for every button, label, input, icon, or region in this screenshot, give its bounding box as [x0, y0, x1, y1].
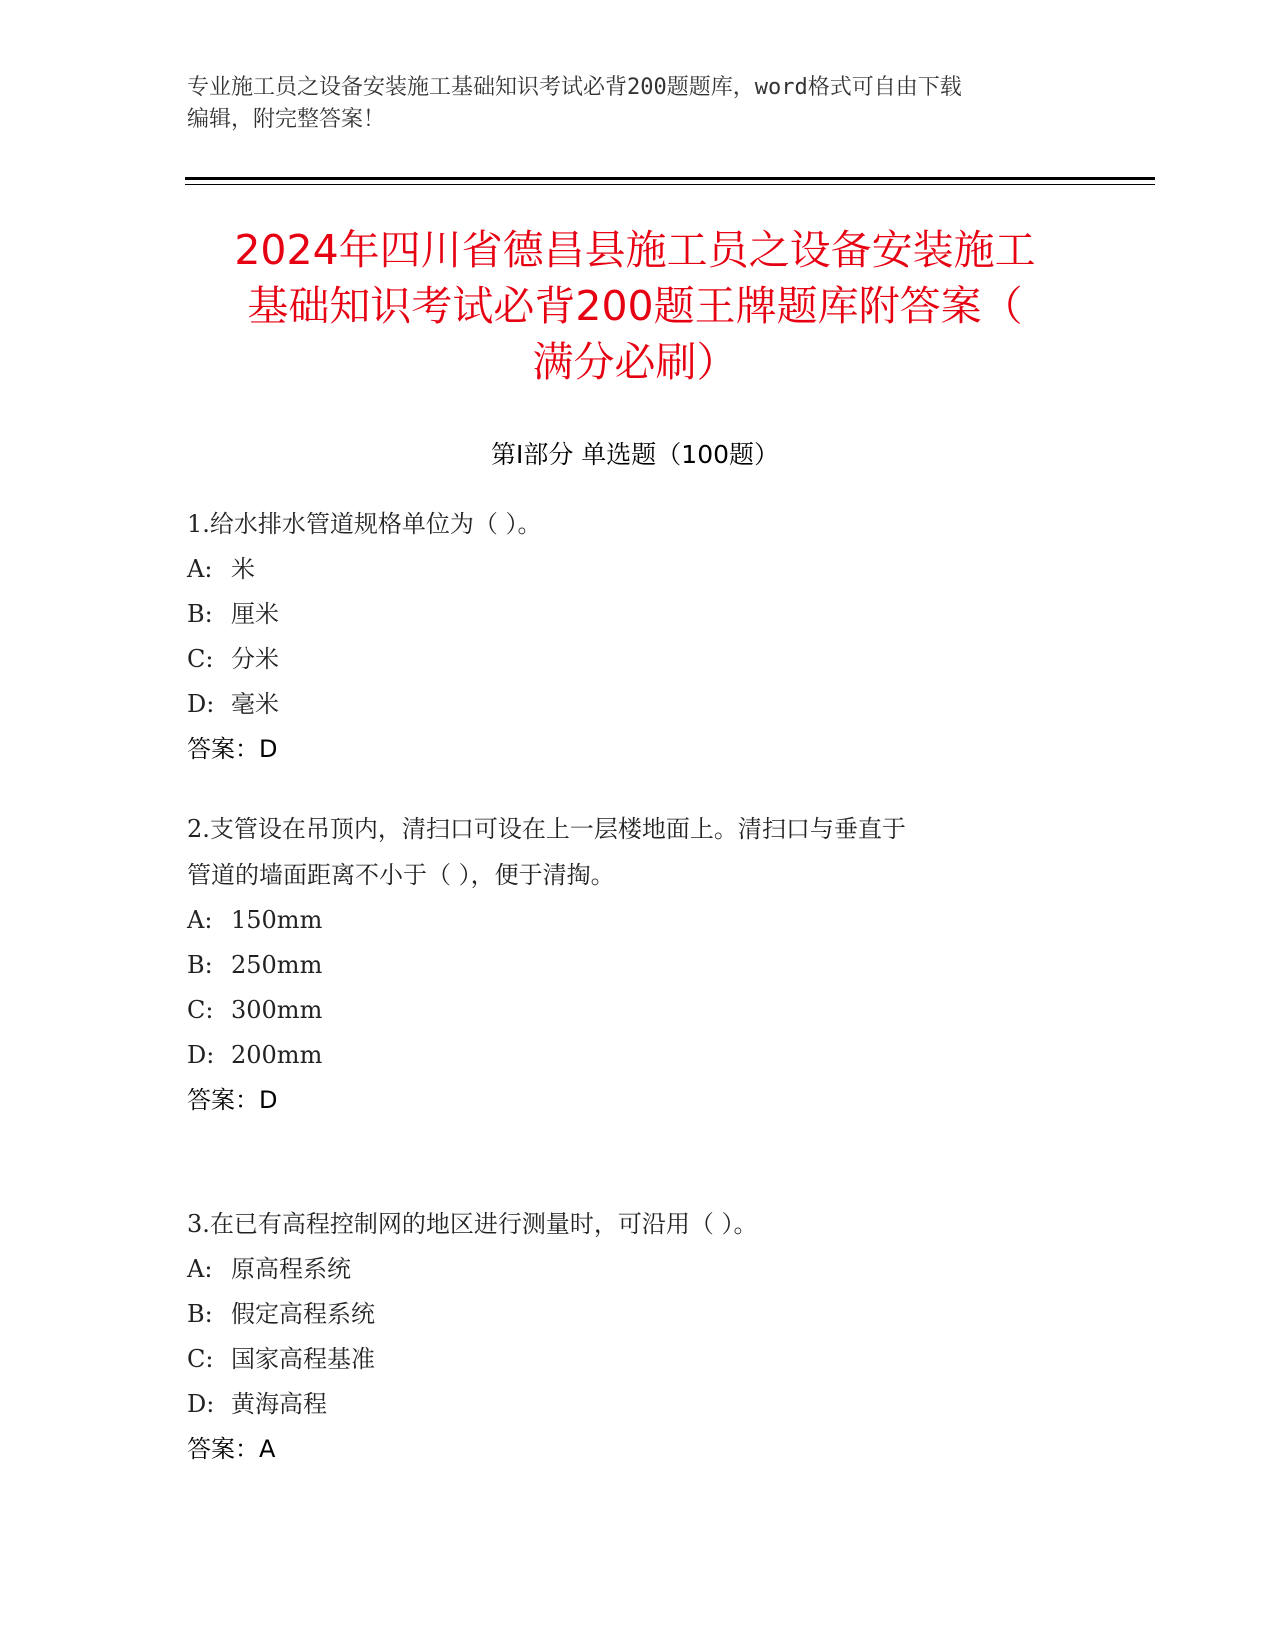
option-c: [187, 1337, 1087, 1382]
option-letter: C:: [187, 1345, 214, 1373]
question-stem-line: 管道的墙面距离不小于（ ），便于清掏。: [187, 861, 615, 889]
option-a: [187, 547, 1087, 592]
option-text: 米: [231, 555, 255, 583]
option-letter: B:: [187, 600, 213, 628]
option-text: 黄海高程: [231, 1390, 327, 1418]
option-letter: D:: [187, 1041, 215, 1069]
option-text: 200mm: [231, 1041, 323, 1069]
option-letter: D:: [187, 1390, 215, 1418]
header-note-line-1: 专业施工员之设备安装施工基础知识考试必背200题题库，word格式可自由下载: [187, 75, 962, 100]
option-letter: B:: [187, 951, 213, 979]
question-stem: [187, 1201, 1087, 1247]
question-3: [187, 1201, 1087, 1472]
answer-line: 答案：D: [187, 735, 278, 763]
option-a: [187, 1247, 1087, 1292]
option-letter: A:: [187, 555, 213, 583]
header-note-line-2: 编辑，附完整答案！: [187, 107, 386, 132]
option-letter: C:: [187, 996, 214, 1024]
document-title-line-2: 基础知识考试必背200题王牌题库附答案（: [247, 282, 1023, 330]
option-d: [187, 1382, 1087, 1427]
document-title-line-1: 2024年四川省德昌县施工员之设备安装施工: [234, 226, 1036, 274]
header-divider-thin: [185, 184, 1155, 185]
header-note: [187, 72, 1087, 136]
header-divider-thick: [185, 177, 1155, 180]
option-text: 分米: [231, 645, 279, 673]
option-c: [187, 637, 1087, 682]
question-1: [187, 501, 1087, 772]
question-stem-line: 3.在已有高程控制网的地区进行测量时，可沿用（ ）。: [187, 1210, 758, 1238]
section-heading: 第Ⅰ部分 单选题（100题）: [490, 440, 780, 469]
option-text: 250mm: [231, 951, 323, 979]
option-b: [187, 592, 1087, 637]
option-letter: A:: [187, 1255, 213, 1283]
answer-line: 答案：D: [187, 1086, 278, 1114]
option-b: [187, 1292, 1087, 1337]
option-c: [187, 988, 1087, 1033]
question-stem: [187, 806, 1087, 898]
option-letter: D:: [187, 690, 215, 718]
option-letter: A:: [187, 906, 213, 934]
option-text: 原高程系统: [231, 1255, 351, 1283]
option-letter: B:: [187, 1300, 213, 1328]
option-b: [187, 943, 1087, 988]
option-d: [187, 1033, 1087, 1078]
option-d: [187, 682, 1087, 727]
option-text: 毫米: [231, 690, 279, 718]
option-a: [187, 898, 1087, 943]
question-stem-line: 2.支管设在吊顶内，清扫口可设在上一层楼地面上。清扫口与垂直于: [187, 815, 906, 843]
question-stem: [187, 501, 1087, 547]
option-letter: C:: [187, 645, 214, 673]
answer-line: 答案：A: [187, 1435, 276, 1463]
question-stem-line: 1.给水排水管道规格单位为（ ）。: [187, 510, 542, 538]
option-text: 国家高程基准: [231, 1345, 375, 1373]
option-text: 厘米: [231, 600, 279, 628]
option-text: 150mm: [231, 906, 323, 934]
document-title: [150, 222, 1120, 390]
question-2: [187, 806, 1087, 1123]
option-text: 300mm: [231, 996, 323, 1024]
option-text: 假定高程系统: [231, 1300, 375, 1328]
document-title-line-3: 满分必刷）: [532, 338, 738, 386]
